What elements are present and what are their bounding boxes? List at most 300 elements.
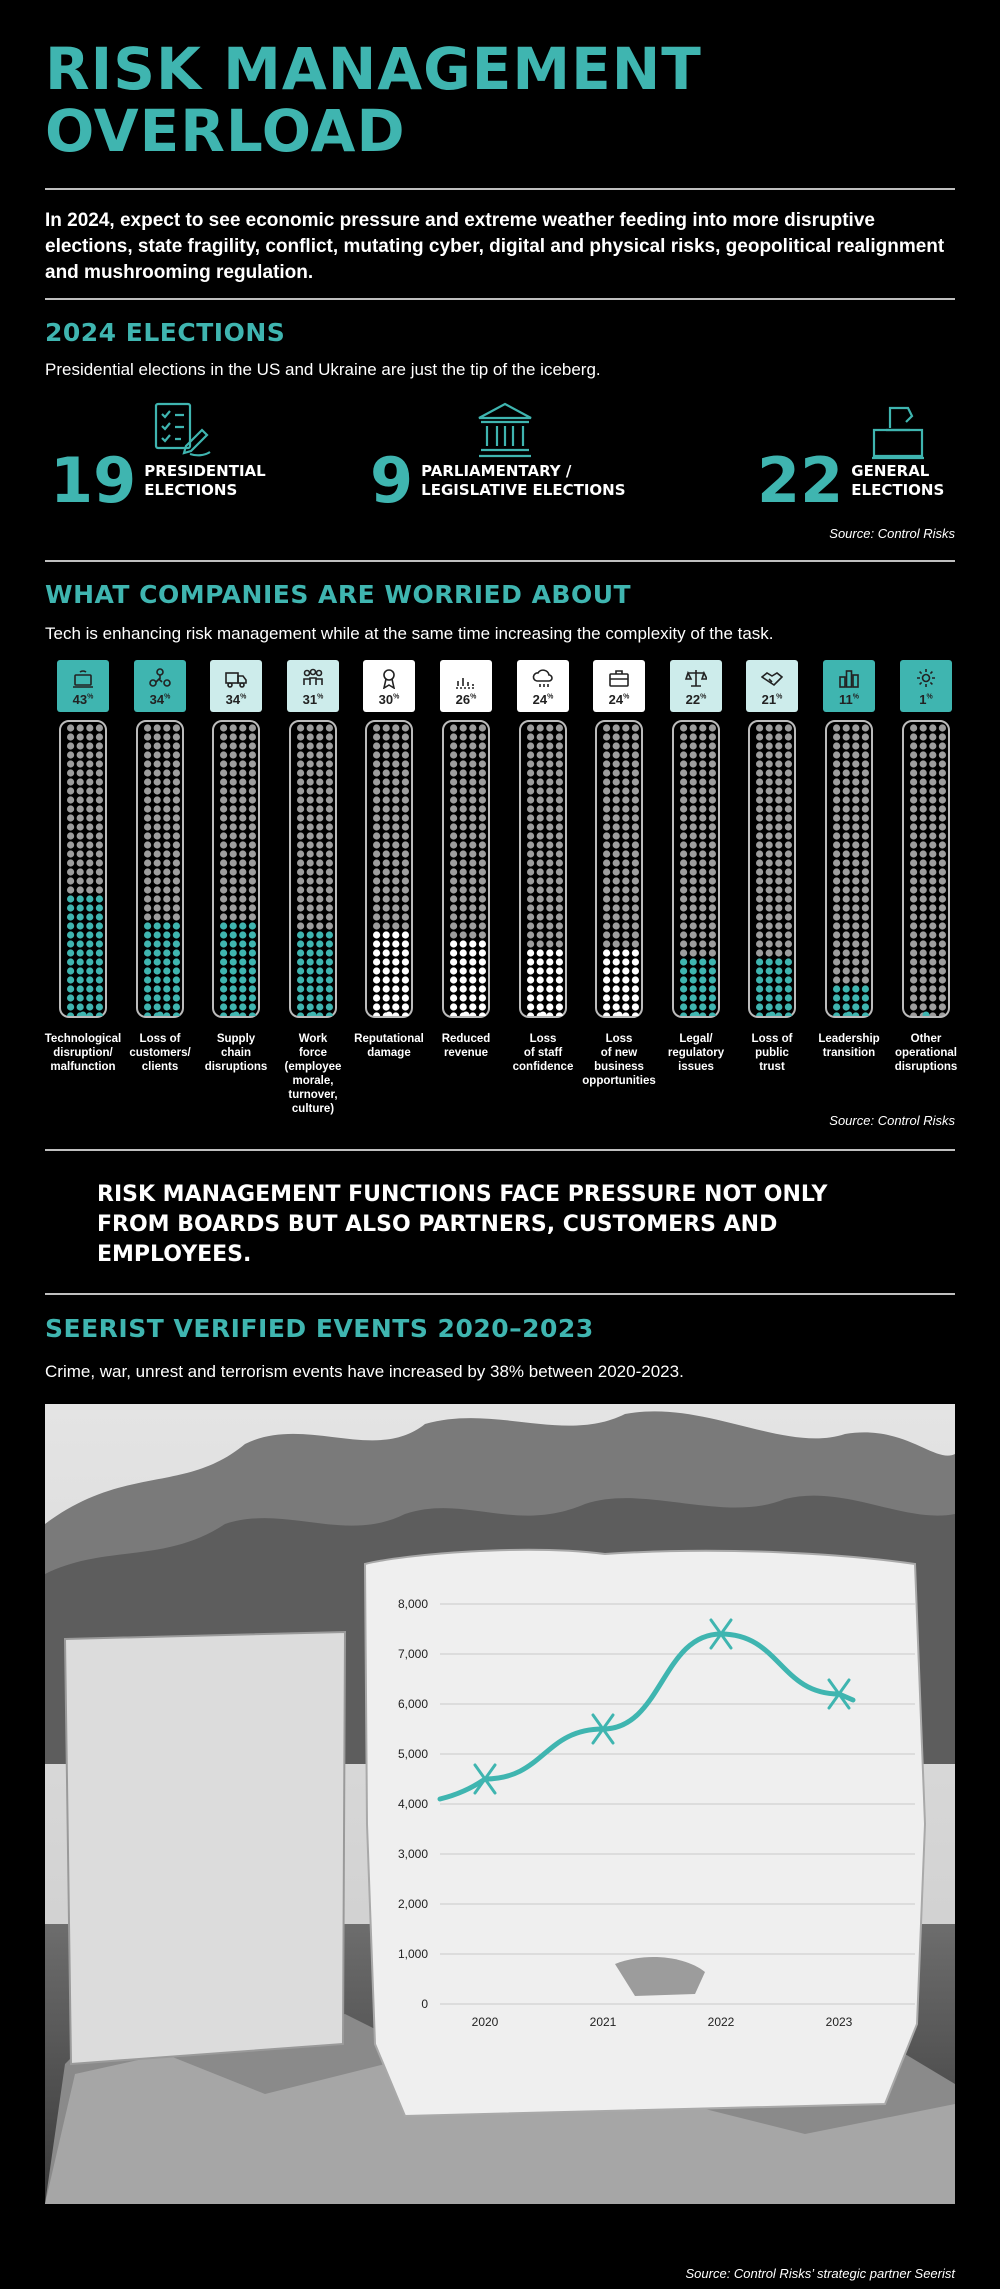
empty-dot [297,733,304,740]
empty-dot [766,850,773,857]
empty-dot [154,778,161,785]
filled-dot [766,994,773,1001]
empty-dot [220,769,227,776]
empty-dot [392,877,399,884]
category-line: damage [367,1047,411,1059]
empty-dot [556,913,563,920]
empty-dot [383,733,390,740]
filled-dot [373,940,380,947]
empty-dot [96,787,103,794]
base-dot [846,1012,853,1017]
empty-dot [833,724,840,731]
category-line: disruptions [894,1061,958,1073]
empty-dot [297,904,304,911]
empty-dot [537,886,544,893]
empty-dot [699,778,706,785]
empty-dot [843,805,850,812]
empty-dot [249,733,256,740]
empty-dot [939,850,946,857]
worry-badge [57,660,109,712]
empty-dot [843,913,850,920]
filled-dot [307,985,314,992]
empty-dot [939,751,946,758]
filled-dot [163,1003,170,1010]
empty-dot [326,724,333,731]
empty-dot [680,922,687,929]
filled-dot [699,1003,706,1010]
empty-dot [144,886,151,893]
empty-dot [479,850,486,857]
worry-column [134,660,186,1018]
empty-dot [756,733,763,740]
empty-dot [450,895,457,902]
empty-dot [709,949,716,956]
empty-dot [402,859,409,866]
empty-dot [603,814,610,821]
empty-dot [479,760,486,767]
empty-dot [173,904,180,911]
filled-dot [785,1012,792,1016]
filled-dot [402,994,409,1001]
empty-dot [527,742,534,749]
empty-dot [690,751,697,758]
filled-dot [632,967,639,974]
empty-dot [709,832,716,839]
empty-dot [613,769,620,776]
filled-dot [852,1012,859,1016]
empty-dot [785,868,792,875]
empty-dot [383,877,390,884]
category-line: Loss [529,1033,557,1045]
empty-dot [392,922,399,929]
empty-dot [144,877,151,884]
empty-dot [154,886,161,893]
empty-dot [622,832,629,839]
filled-dot [249,1012,256,1016]
filled-dot [537,994,544,1001]
empty-dot [690,913,697,920]
empty-dot [373,742,380,749]
filled-dot [603,1012,610,1016]
empty-dot [527,931,534,938]
filled-dot [96,940,103,947]
worries-subtitle: Tech is enhancing risk management while at the same time increasing the complexity of the task. [45,624,774,643]
empty-dot [556,940,563,947]
empty-dot [230,769,237,776]
filled-dot [613,976,620,983]
filled-dot [699,985,706,992]
worry-percent [533,692,554,707]
empty-dot [239,733,246,740]
empty-dot [929,913,936,920]
filled-dot [297,1003,304,1010]
filled-dot [690,958,697,965]
empty-dot [527,904,534,911]
filled-dot [154,1003,161,1010]
empty-dot [862,922,869,929]
empty-dot [833,976,840,983]
empty-dot [77,886,84,893]
empty-dot [297,769,304,776]
empty-dot [527,940,534,947]
filled-dot [402,985,409,992]
filled-dot [680,994,687,1001]
empty-dot [775,850,782,857]
empty-dot [96,751,103,758]
worry-column [593,660,645,1018]
filled-dot [144,958,151,965]
filled-dot [163,994,170,1001]
filled-dot [316,958,323,965]
filled-dot [86,994,93,1001]
filled-dot [622,1012,629,1016]
worry-dot-tube [902,720,950,1018]
empty-dot [556,805,563,812]
empty-dot [603,850,610,857]
filled-dot [537,958,544,965]
filled-dot [220,940,227,947]
filled-dot [556,967,563,974]
empty-dot [239,877,246,884]
empty-dot [680,724,687,731]
filled-dot [775,976,782,983]
filled-dot [450,994,457,1001]
empty-dot [910,877,917,884]
filled-dot [709,1012,716,1016]
category-line: operational [895,1047,957,1059]
empty-dot [163,724,170,731]
empty-dot [392,787,399,794]
empty-dot [862,859,869,866]
empty-dot [613,787,620,794]
empty-dot [785,832,792,839]
empty-dot [173,724,180,731]
empty-dot [537,733,544,740]
empty-dot [756,868,763,875]
empty-dot [920,940,927,947]
empty-dot [383,868,390,875]
empty-dot [144,724,151,731]
empty-dot [460,805,467,812]
empty-dot [460,778,467,785]
empty-dot [163,814,170,821]
empty-dot [910,733,917,740]
empty-dot [833,904,840,911]
empty-dot [862,769,869,776]
empty-dot [144,760,151,767]
empty-dot [910,778,917,785]
worry-percent [686,692,707,707]
filled-dot [373,994,380,1001]
empty-dot [546,931,553,938]
empty-dot [154,913,161,920]
empty-dot [690,949,697,956]
y-tick-label: 2,000 [397,1897,428,1911]
empty-dot [775,760,782,767]
award-ribbon-icon [378,666,400,690]
filled-dot [316,1012,323,1016]
empty-dot [939,724,946,731]
filled-dot [96,904,103,911]
empty-dot [479,823,486,830]
empty-dot [249,751,256,758]
filled-dot [77,949,84,956]
empty-dot [766,823,773,830]
worry-dot-tube [136,720,184,1018]
empty-dot [939,931,946,938]
empty-dot [154,904,161,911]
empty-dot [469,913,476,920]
empty-dot [163,832,170,839]
filled-dot [326,940,333,947]
empty-dot [479,814,486,821]
empty-dot [775,913,782,920]
filled-dot [249,949,256,956]
empty-dot [373,886,380,893]
empty-dot [613,832,620,839]
worry-percent-value: 34 [149,691,165,707]
empty-dot [680,949,687,956]
empty-dot [603,922,610,929]
events-source: Source: Control Risks’ strategic partner Seerist [685,2266,955,2281]
empty-dot [373,769,380,776]
empty-dot [843,796,850,803]
empty-dot [756,760,763,767]
empty-dot [603,904,610,911]
handshake-icon [761,666,783,690]
empty-dot [230,886,237,893]
empty-dot [239,886,246,893]
empty-dot [537,940,544,947]
filled-dot [402,1003,409,1010]
empty-dot [680,805,687,812]
empty-dot [680,796,687,803]
filled-dot [402,940,409,947]
filled-dot [77,958,84,965]
filled-dot [402,958,409,965]
empty-dot [220,814,227,821]
empty-dot [843,733,850,740]
filled-dot [479,949,486,956]
percent-sign: % [87,693,94,701]
empty-dot [910,931,917,938]
empty-dot [460,742,467,749]
empty-dot [230,751,237,758]
empty-dot [603,868,610,875]
empty-dot [603,778,610,785]
empty-dot [67,760,74,767]
empty-dot [163,742,170,749]
empty-dot [144,805,151,812]
empty-dot [460,895,467,902]
empty-dot [220,913,227,920]
empty-dot [537,760,544,767]
worries-source: Source: Control Risks [829,1113,955,1128]
empty-dot [613,823,620,830]
empty-dot [843,886,850,893]
empty-dot [527,787,534,794]
empty-dot [77,724,84,731]
empty-dot [632,769,639,776]
worry-percent-value: 24 [608,691,624,707]
y-tick-label: 1,000 [397,1947,428,1961]
filled-dot [77,985,84,992]
empty-dot [622,940,629,947]
worry-percent [73,692,94,707]
empty-dot [833,769,840,776]
filled-dot [326,958,333,965]
empty-dot [307,760,314,767]
empty-dot [220,724,227,731]
filled-dot [249,931,256,938]
worry-dot-tube [825,720,873,1018]
empty-dot [603,823,610,830]
category-line: confidence [512,1061,574,1073]
empty-dot [756,751,763,758]
empty-dot [766,931,773,938]
empty-dot [479,742,486,749]
filled-dot [86,895,93,902]
empty-dot [144,769,151,776]
empty-dot [479,904,486,911]
empty-dot [603,886,610,893]
empty-dot [843,967,850,974]
empty-dot [766,751,773,758]
empty-dot [785,841,792,848]
empty-dot [939,985,946,992]
empty-dot [96,769,103,776]
empty-dot [939,1003,946,1010]
empty-dot [144,742,151,749]
empty-dot [920,841,927,848]
empty-dot [920,823,927,830]
filled-dot [86,922,93,929]
filled-dot [402,967,409,974]
empty-dot [144,823,151,830]
empty-dot [939,787,946,794]
empty-dot [154,877,161,884]
worry-dot-tube [289,720,337,1018]
empty-dot [479,913,486,920]
empty-dot [239,868,246,875]
filled-dot [766,958,773,965]
empty-dot [546,733,553,740]
empty-dot [249,724,256,731]
y-tick-label: 4,000 [397,1797,428,1811]
filled-dot [163,976,170,983]
filled-dot [373,949,380,956]
empty-dot [622,805,629,812]
empty-dot [910,751,917,758]
filled-dot [862,994,869,1001]
filled-dot [632,985,639,992]
empty-dot [632,805,639,812]
empty-dot [843,859,850,866]
empty-dot [699,949,706,956]
empty-dot [709,940,716,947]
empty-dot [450,913,457,920]
category-line: disruptions [204,1061,268,1073]
empty-dot [220,904,227,911]
empty-dot [766,733,773,740]
filled-dot [785,976,792,983]
empty-dot [939,994,946,1001]
filled-dot [297,985,304,992]
category-line: Technological [44,1033,122,1045]
intro-text: In 2024, expect to see economic pressure and extreme weather feeding into more disruptive elections, state fragility, conflict, mutating cyber, digital and physical risks, geopolitical realignment and mushrooming regulation. [45,210,945,283]
empty-dot [910,940,917,947]
filled-dot [709,1003,716,1010]
empty-dot [450,931,457,938]
filled-dot [173,949,180,956]
category-line: business [594,1061,644,1073]
filled-dot [613,994,620,1001]
filled-dot [392,1003,399,1010]
empty-dot [546,922,553,929]
filled-dot [86,967,93,974]
filled-dot [402,949,409,956]
empty-dot [775,733,782,740]
empty-dot [460,904,467,911]
empty-dot [775,841,782,848]
empty-dot [173,823,180,830]
filled-dot [96,994,103,1001]
filled-dot [373,1003,380,1010]
empty-dot [939,823,946,830]
empty-dot [603,913,610,920]
empty-dot [450,805,457,812]
empty-dot [632,778,639,785]
filled-dot [67,904,74,911]
empty-dot [622,778,629,785]
empty-dot [316,895,323,902]
empty-dot [297,868,304,875]
filled-dot [392,940,399,947]
filled-dot [383,931,390,938]
worry-column [363,660,415,1018]
presidential-count: 19 [50,444,137,517]
empty-dot [307,805,314,812]
empty-dot [699,796,706,803]
empty-dot [939,778,946,785]
empty-dot [239,724,246,731]
worry-percent [839,692,859,707]
workforce-people-icon [302,666,324,690]
filled-dot [144,994,151,1001]
empty-dot [220,742,227,749]
filled-dot [450,985,457,992]
empty-dot [163,733,170,740]
empty-dot [67,778,74,785]
filled-dot [316,994,323,1001]
filled-dot [163,1012,170,1016]
filled-dot [603,994,610,1001]
empty-dot [239,814,246,821]
filled-dot [144,1012,151,1016]
filled-dot [527,976,534,983]
empty-dot [775,796,782,803]
base-dot [769,1012,776,1017]
empty-dot [479,877,486,884]
filled-dot [833,985,840,992]
empty-dot [86,823,93,830]
empty-dot [239,769,246,776]
empty-dot [383,760,390,767]
empty-dot [910,787,917,794]
empty-dot [862,904,869,911]
empty-dot [230,733,237,740]
empty-dot [326,895,333,902]
